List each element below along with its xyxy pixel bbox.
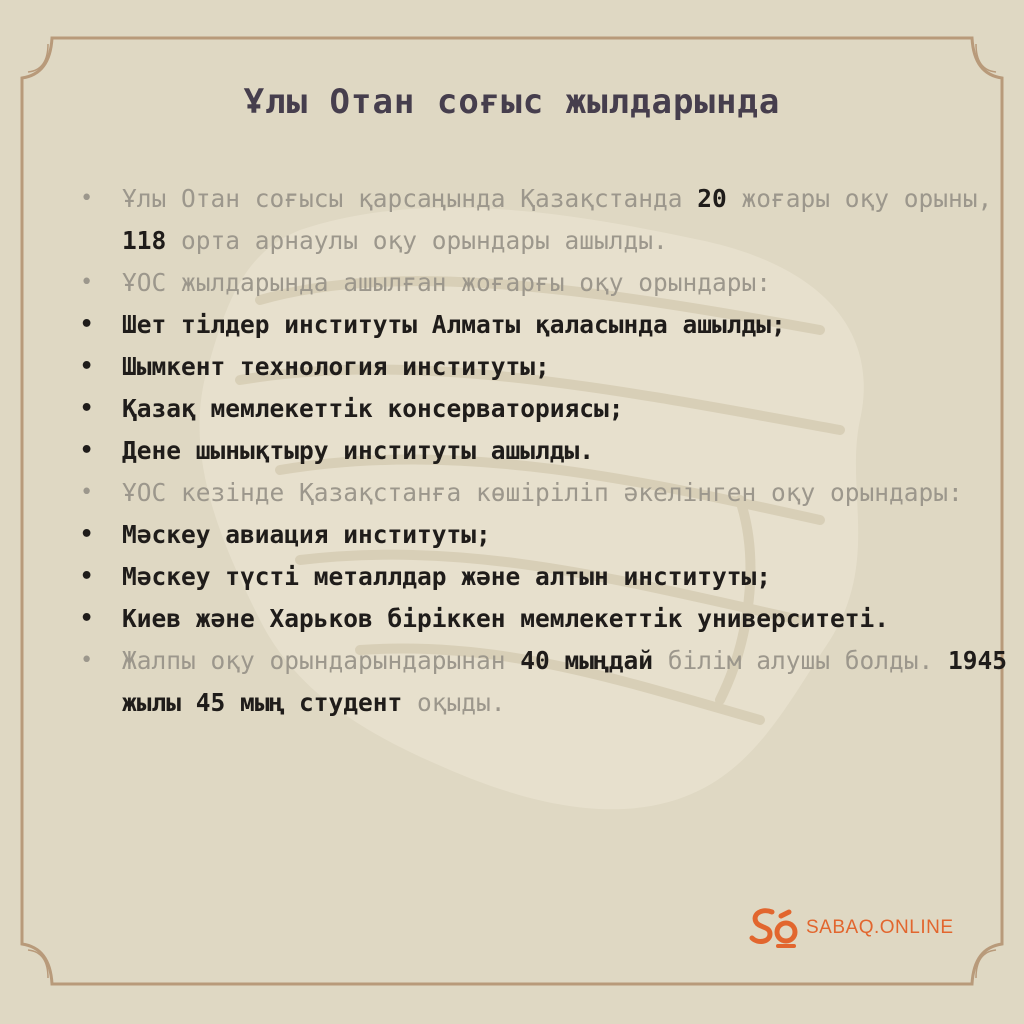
bullet-emphasis-text: Дене шынықтыру институты ашылды. (122, 436, 595, 465)
bullet-text: ҰОС жылдарында ашылған жоғарғы оқу орындары: (122, 268, 772, 297)
bullet-text: ҰОС кезінде Қазақстанға көшіріліп әкелінген оқу орындары: (122, 478, 963, 507)
bullet-dot: • (80, 648, 94, 673)
bullet-item (80, 346, 1008, 388)
bullet-item (80, 304, 1008, 346)
bullet-dot: • (80, 480, 94, 505)
bullet-dot: • (80, 312, 94, 337)
bullet-emphasis-text: Қазақ мемлекеттік консерваториясы; (122, 394, 624, 423)
bullet-emphasis-text: 1945 жылы 45 мың студент (122, 646, 1022, 717)
bullet-emphasis-text: Киев және Харьков біріккен мемлекеттік университеті. (122, 604, 890, 633)
bullet-text: жоғары оқу орыны, (726, 184, 1008, 213)
bullet-dot: • (80, 186, 94, 211)
bullet-item (80, 556, 1008, 598)
bullet-item (80, 472, 1008, 514)
bullet-item (80, 514, 1008, 556)
bullet-dot: • (80, 606, 94, 631)
bullet-emphasis-text: Шет тілдер институты Алматы қаласында ашылды; (122, 310, 786, 339)
bullet-dot: • (80, 270, 94, 295)
bullet-emphasis-text: Шымкент технология институты; (122, 352, 550, 381)
bullet-item (80, 178, 1008, 262)
slide-title: Ұлы Отан соғыс жылдарында (243, 82, 781, 122)
bullet-text: Ұлы Отан соғысы қарсаңында Қазақстанда (122, 184, 698, 213)
bullet-item (80, 388, 1008, 430)
bullet-text: орта арнаулы оқу орындары ашылды. (166, 226, 668, 255)
bullet-text: Жалпы оқу орындарындарынан (122, 646, 521, 675)
sabaq-logo-text: SABAQ.ONLINE (806, 917, 954, 938)
bullet-emphasis-text: Мәскеу түсті металлдар және алтын институты; (122, 562, 772, 591)
bullet-dot: • (80, 522, 94, 547)
bullet-emphasis-text: Мәскеу авиация институты; (122, 520, 491, 549)
bullet-dot: • (80, 354, 94, 379)
bullet-item (80, 640, 1022, 724)
bullet-emphasis-text: 40 мыңдай (520, 646, 654, 675)
bullet-item (80, 598, 1008, 640)
bullet-dot: • (80, 564, 94, 589)
sabaq-logo-icon (748, 906, 800, 950)
bullet-dot: • (80, 396, 94, 421)
bullet-emphasis-text: 118 (122, 226, 167, 255)
bullet-text: оқыды. (402, 688, 506, 717)
bullet-list (80, 178, 1022, 724)
sabaq-logo[interactable] (748, 906, 954, 950)
bullet-dot: • (80, 438, 94, 463)
bullet-item (80, 430, 1008, 472)
bullet-text: білім алушы болды. (653, 646, 949, 675)
bullet-emphasis-text: 20 (697, 184, 727, 213)
bullet-item (80, 262, 1008, 304)
